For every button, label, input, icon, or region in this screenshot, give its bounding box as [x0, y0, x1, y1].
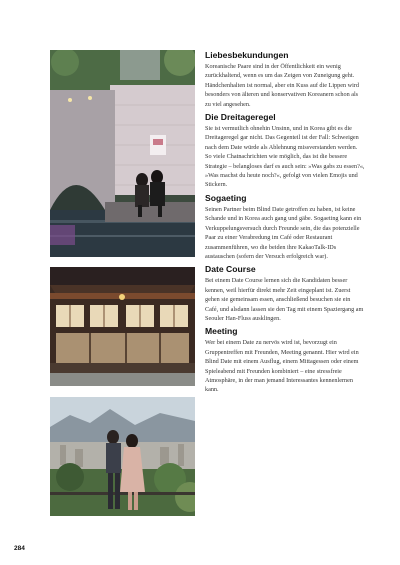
section-heading: Liebesbekundungen: [205, 50, 289, 60]
section-heading: Sogaeting: [205, 192, 247, 203]
section-sogaeting: [205, 193, 365, 261]
section-liebesbekundungen: [205, 50, 365, 109]
section-body: Bei einem Date Course lernen sich die Kandidaten besser kennen, weil hierfür direkt mehr Zeit eingeplant ist. Zuerst gehen sie gemeinsam essen, anschließend besuchen sie ein Café, und alsdann lassen sie den Tag mit einem Spaziergang am Seouler Han-Fluss ausklingen.: [205, 277, 364, 322]
page-number: 284: [14, 545, 25, 552]
section-body: Sie ist vermutlich ohnehin Unsinn, und in Korea gibt es die Dreitageregel gar nicht. Das Gegenteil ist der Fall: Schweigen nach dem Date würde als Ablehnung missverstanden werden. So viele Chatnachrichten wie möglich, das ist die bessere Strategie – belangloses darf es auch sein: »Was gabs zu essen?«, »Was machst du heute noch?«, gefolgt von vielen Emojis und Stickern.: [205, 125, 365, 189]
photo-restaurant-facade: [50, 267, 195, 386]
section-date-course: [205, 264, 365, 323]
article-text-column: [205, 50, 365, 398]
section-heading: Die Dreitageregel: [205, 112, 276, 123]
photo-couple-city-view: [50, 397, 195, 516]
section-dreitageregel: [205, 112, 365, 190]
section-heading: Date Course: [205, 264, 256, 275]
section-body: Koreanische Paare sind in der Öffentlichkeit ein wenig zurückhaltend, wenn es um das Zeigen von Zuneigung geht. Händchenhalten ist normal, aber ein Kuss auf die Lippen wird besonders von älteren und konservativen Koreanern schon als zu viel angesehen.: [205, 63, 359, 108]
section-body: Wer bei einem Date zu nervös wird ist, bevorzugt ein Gruppentreffen mit Freunden, Meeting genannt. Hier wird ein Blind Date mit einem Ausflug, einem Mittagessen oder einem Spieleabend mit Freunden kombiniert – eine stressfreie Atmosphäre, in der man jemand Interessantes kennenlernen kann.: [205, 339, 359, 394]
photo-couple-by-stream: [50, 50, 195, 257]
section-meeting: [205, 326, 365, 394]
section-heading: Meeting: [205, 326, 238, 337]
section-body: Seinen Partner beim Blind Date getroffen zu haben, ist keine Schande und in Korea auch gang und gäbe. Sogaeting kann ein Verkuppelungsversuch durch Freunde sein, die das potenzielle Paar zu einer Verabredung im Café oder Restaurant zusammenführen, wo die beiden ihre KakaoTalk-IDs austauschen (sofern der Versuch erfolgreich war).: [205, 205, 362, 260]
